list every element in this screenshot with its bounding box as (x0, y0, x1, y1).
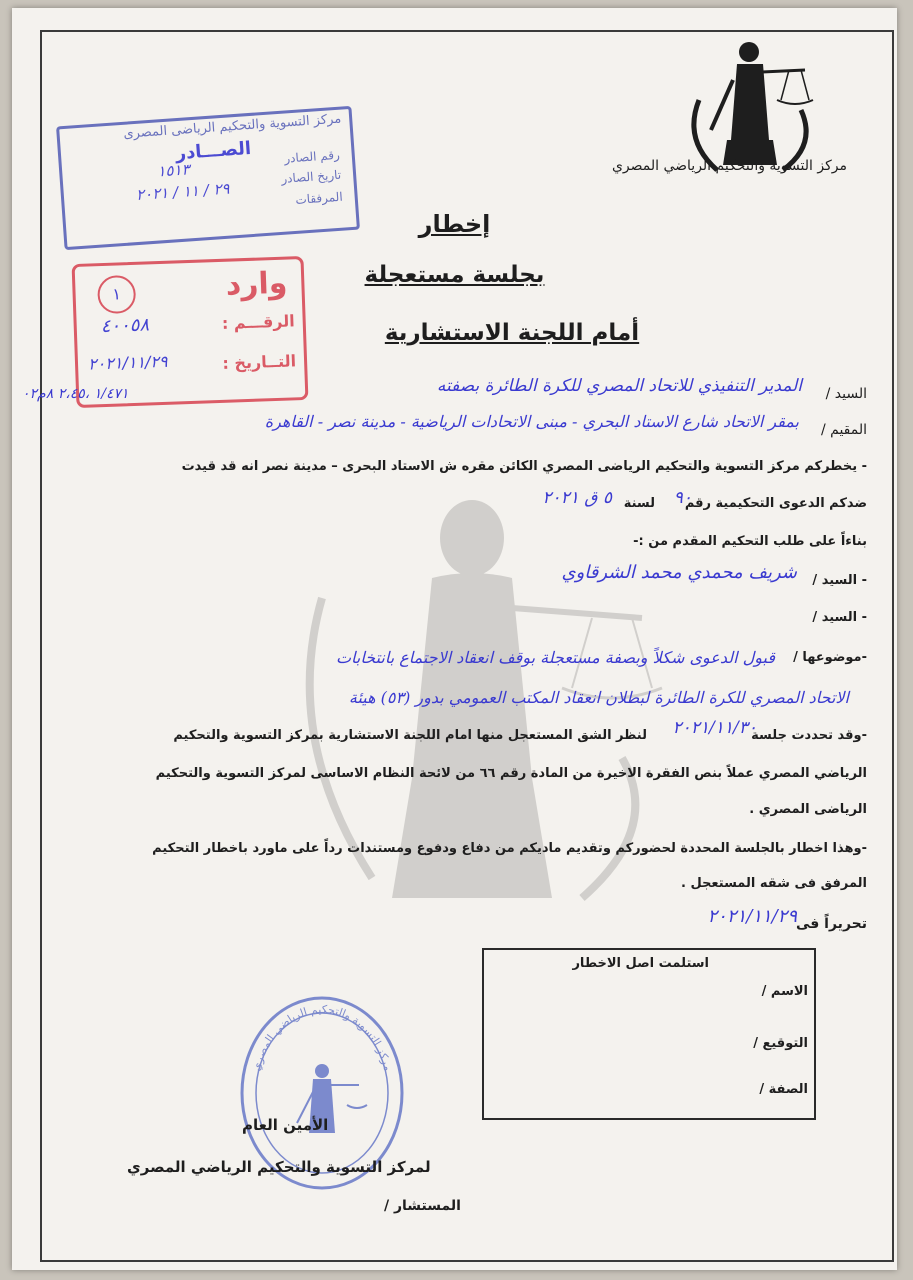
case-year-value: ٥ ق ٢٠٢١ (542, 488, 612, 508)
outgoing-stamp-org: مركز التسوية والتحكيم الرياضى المصرى (122, 111, 342, 142)
document-page (12, 8, 897, 1270)
incoming-date-label: التــاريخ : (222, 351, 297, 373)
subject-label: -موضوعها / (793, 650, 867, 665)
outgoing-date-value: ٢٩ / ١١ / ٢٠٢١ (135, 179, 231, 205)
session-prefix: -وقد تحددت جلسة (751, 728, 867, 743)
seal-text: مركز التسوية والتحكيم الرياضي المصري (249, 1002, 395, 1073)
mr2-label: - السيد / (812, 610, 867, 625)
footer-org: لمركز التسوية والتحكيم الرياضي المصري (127, 1158, 431, 1176)
session-rest: لنظر الشق المستعجل منها امام اللجنة الاستشارية بمركز التسوية والتحكيم (173, 728, 647, 743)
subject-line-2: الاتحاد المصري للكرة الطائرة لبطلان انعقاد المكتب العمومي بدور (٥٣) هيئة (348, 688, 849, 707)
footer-secretary: الأمين العام (242, 1116, 329, 1134)
header-org-name: مركز التسوية والتحكيم الرياضي المصري (611, 158, 847, 174)
incoming-date-value: ٢٠٢١/١١/٢٩ (87, 351, 168, 374)
receipt-signature-label: التوقيع / (753, 1036, 808, 1051)
receipt-box (482, 948, 816, 1120)
incoming-circle-number: ١ (97, 275, 136, 314)
written-label: تحريراً فى (795, 916, 867, 932)
incoming-extra-note: ١/٤٧١ ،٢،٤٥ ٨م٠٢ (22, 386, 129, 402)
title-urgent-session: بجلسة مستعجلة (364, 262, 545, 288)
outgoing-attachments-label: المرفقات (294, 189, 344, 207)
footer-advisor: المستشار / (384, 1198, 461, 1214)
written-date: ٢٠٢١/١١/٢٩ (707, 906, 797, 927)
incoming-number-label: الرقـــم : (221, 311, 296, 333)
session-date: ٢٠٢١/١١/٣٠ (672, 718, 757, 738)
subject-line-1: قبول الدعوى شكلاً وبصفة مستعجلة بوقف انعقاد الاجتماع بانتخابات (335, 648, 775, 667)
para2-line-2: الرياضى المصري . (749, 802, 867, 817)
para2-line-1: الرياضي المصري عملاً بنص الفقرة الاخيرة من المادة رقم ٦٦ من لائحة النظام الاساسى لمركز التسوية والتحكيم (155, 766, 867, 781)
case-year-label: لسنة (623, 496, 655, 511)
receipt-capacity-label: الصفة / (759, 1082, 808, 1097)
mr1-label: - السيد / (812, 573, 867, 588)
outgoing-number-value: ١٥١٣ (156, 160, 191, 181)
para3-line-2: المرفق فى شقه المستعجل . (681, 876, 867, 891)
mr-value: المدير التنفيذي للاتحاد المصري للكرة الطائرة بصفته (436, 376, 802, 396)
outgoing-stamp-title: الصـــادر (175, 137, 252, 165)
incoming-number-value: ٤٠٠٥٨ (100, 314, 150, 338)
based-on-line: بناءاً على طلب التحكيم المقدم من :- (633, 534, 867, 549)
title-committee: أمام اللجنة الاستشارية (384, 320, 640, 346)
mr-label: السيد / (825, 386, 867, 402)
notify-line: - يخطركم مركز التسوية والتحكيم الرياضى المصري الكائن مقره ش الاستاد البحرى – مدينة نصر انه قد قيدت (181, 459, 867, 474)
case-number: ٩٠ (673, 488, 692, 508)
resident-label: المقيم / (820, 422, 867, 438)
receipt-title: استلمت اصل الاخطار (572, 956, 709, 971)
title-notice: إخطار (418, 210, 491, 238)
outgoing-number-label: رقم الصادر (283, 147, 341, 166)
para3-line-1: -وهذا اخطار بالجلسة المحددة لحضوركم وتقديم ماديكم من دفاع ودفوع ومستندات رداً على ماورد باخطار التحكيم (152, 841, 867, 856)
resident-value: بمقر الاتحاد شارع الاستاد البحري - مبنى الاتحادات الرياضية - مدينة نصر - القاهرة (264, 412, 799, 431)
mr1-value: شريف محمدي محمد الشرقاوي (561, 562, 797, 583)
case-prefix: ضدكم الدعوى التحكيمية رقم (684, 496, 867, 511)
incoming-stamp-title: وارد (225, 265, 288, 303)
outgoing-date-label: تاريخ الصادر (280, 167, 342, 186)
receipt-name-label: الاسم / (761, 984, 808, 999)
